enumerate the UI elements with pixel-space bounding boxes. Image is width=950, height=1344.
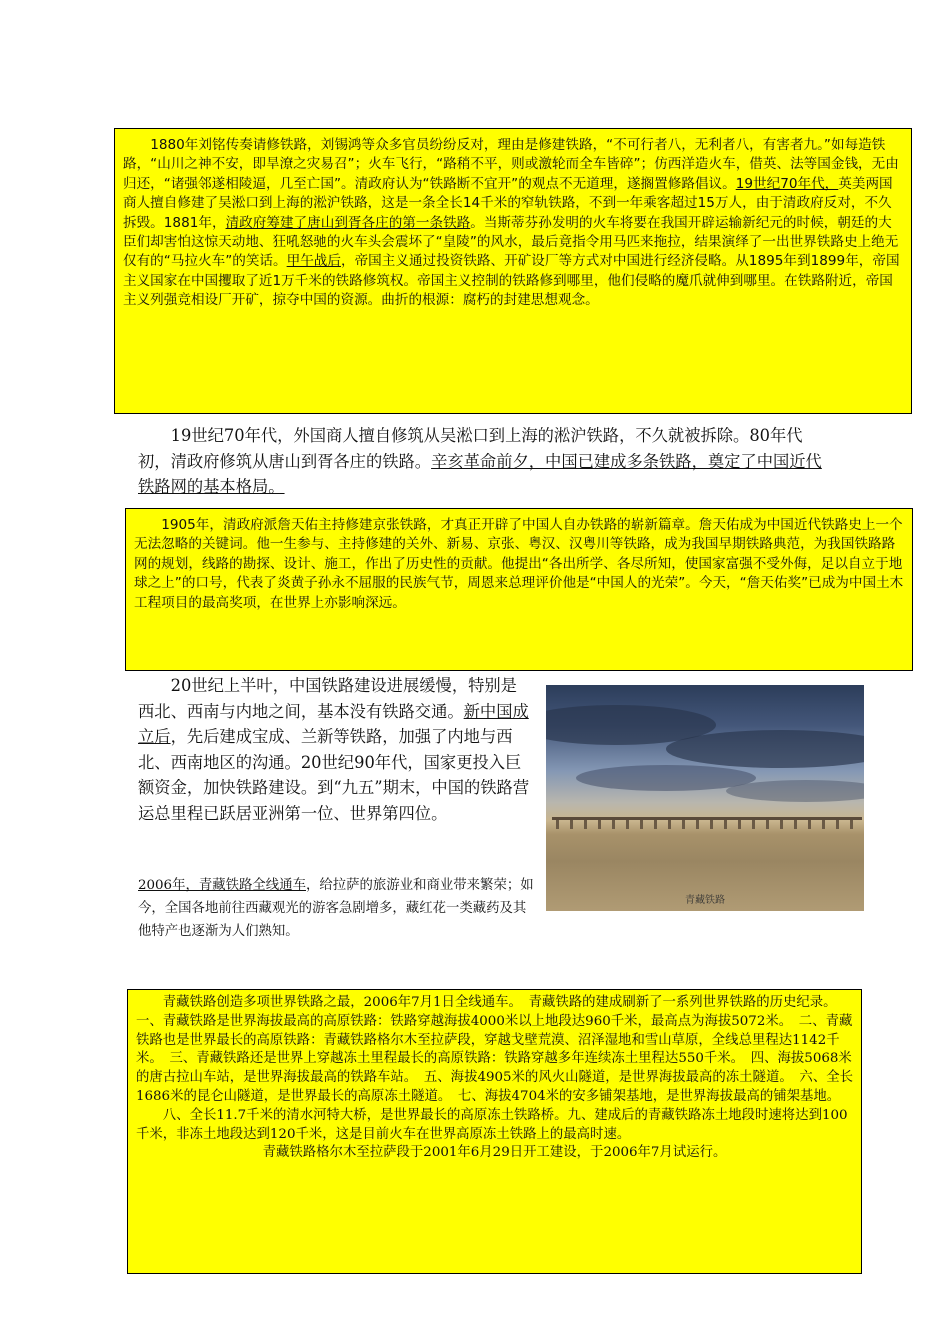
body-paragraph-modern-railways <box>138 423 828 500</box>
text-segment: 。当斯蒂芬孙发明的火车将要在我国开辟运输新纪元的时候，朝廷的大臣们却害怕这惊天动地、狂吼怒驰的火车头会震坏了“皇陵”的风水，最后竟指令用马匹来拖拉，结果演绎了一出世界铁路史上绝无仅有的“马拉火车”的笑话。 <box>123 214 899 270</box>
paragraph <box>138 423 828 500</box>
box-paragraph <box>123 136 903 311</box>
text-box-railway-history <box>114 128 912 414</box>
body-paragraph-20th-century <box>138 673 533 827</box>
box-paragraph: 八、全长11.7千米的清水河特大桥，是世界最长的高原冻土铁路桥。九、建成后的青藏铁路冻土地段时速将达到100千米，非冻土地段达到120千米，这是目前火车在世界高原冻土铁路上的最高时速。 <box>136 1107 848 1142</box>
text-segment: 20世纪上半叶，中国铁路建设进展缓慢，特别是西北、西南与内地之间，基本没有铁路交通。 <box>138 676 517 721</box>
text-segment: 1880年刘铭传奏请修铁路，刘锡鸿等众多官员纷纷反对，理由是修建铁路，“不可行者八，无利者八，有害者九。”如每造铁路，“山川之神不安，即旱潦之灾易召”；火车飞行，“路稍不平，则或激轮而全车皆碎”；仿西洋造火车，借英、法等国金钱，无由归还，“诸强邻遂相陵逼，几至亡国”。清政府认为“铁路断不宜开”的观点不无道理，遂搁置修路倡议。 <box>123 137 899 192</box>
text-box-qinghai-tibet-records <box>127 989 862 1274</box>
underlined-text: 19世纪70年代， <box>735 175 839 192</box>
paragraph <box>138 673 533 827</box>
text-segment: ，帝国主义通过投资铁路、开矿设厂等方式对中国进行经济侵略。从1895年到1899年，帝国主义国家在中国攫取了近1万千米的铁路修筑权。帝国主义控制的铁路修到哪里，他们侵略的魔爪就伸到哪里。在铁路附近，帝国主义列强竞相设厂开矿，掠夺中国的资源。曲折的根源：腐朽的封建思想观念。 <box>123 253 900 309</box>
body-paragraph-qinghai-tibet <box>138 874 538 943</box>
box-paragraph: 青藏铁路创造多项世界铁路之最，2006年7月1日全线通车。 青藏铁路的建成刷新了一系列世界铁路的历史纪录。 一、青藏铁路是世界海拔最高的高原铁路：铁路穿越海拔4000米以上地段达960千米，最高点为海拔5072米。 二、青藏铁路也是世界最长的高原铁路：青藏铁路格尔木至拉萨段，穿越戈壁荒漠、沼泽湿地和雪山草原，全线总里程达1142千米。 三、青藏铁路还是世界上穿越冻土里程最长的高原铁路：铁路穿越多年连续冻土里程达550千米。 四、海拔5068米的唐古拉山车站，是世界海拔最高的铁路车站。 五、海拔4905米的风火山隧道，是世界海拔最高的冻土隧道。 六、全长1686米的昆仑山隧道，是世界最长的高原冻土隧道。 七、海拔4704米的安多铺架基地，是世界海拔最高的铺架基地。 <box>136 995 853 1104</box>
box-paragraph: 1905年，清政府派詹天佑主持修建京张铁路，才真正开辟了中国人自办铁路的崭新篇章。詹天佑成为中国近代铁路史上一个无法忽略的关键词。他一生参与、主持修建的关外、新易、京张、粤汉、汉粤川等铁路，成为我国早期铁路典范，为我国铁路路网的规划，线路的勘探、设计、施工，作出了历史性的贡献。他提出“各出所学、各尽所知，使国家富强不受外侮，足以自立于地球之上”的口号，代表了炎黄子孙永不屈服的民族气节，周恩来总理评价他是“中国人的光荣”。今天，“詹天佑奖”已成为中国土木工程项目的最高奖项，在世界上亦影响深远。 <box>134 517 904 611</box>
text-segment: ，给拉萨的旅游业和商业带来繁荣；如今，全国各地前往西藏观光的游客急剧增多，藏红花一类藏药及其他特产也逐渐为人们熟知。 <box>138 878 534 939</box>
paragraph <box>138 874 538 943</box>
underlined-text: 辛亥革命前夕，中国已建成多条铁路，奠定了中国近代铁路网的基本格局。 <box>138 451 822 497</box>
text-segment: 英美两国商人擅自修建了吴淞口到上海的淞沪铁路，这是一条全长14千米的窄轨铁路，不到一年乘客超过15万人，由于清政府反对，不久拆毁。1881年， <box>123 175 893 231</box>
bridge-graphic <box>552 817 862 829</box>
box-paragraph: 青藏铁路格尔木至拉萨段于2001年6月29日开工建设，于2006年7月试运行。 <box>262 1145 727 1161</box>
underlined-text: 2006年，青藏铁路全线通车 <box>138 878 306 893</box>
underlined-text: 新中国成立后 <box>138 701 529 747</box>
text-box-zhan-tianyou <box>125 508 913 671</box>
text-segment: 19世纪70年代，外国商人擅自修筑从吴淞口到上海的淞沪铁路，不久就被拆除。80年代初，清政府修筑从唐山到胥各庄的铁路。 <box>138 426 803 471</box>
text-segment: ，先后建成宝成、兰新等铁路，加强了内地与西北、西南地区的沟通。20世纪90年代，国家更投入巨额资金，加快铁路建设。到“九五”期末，中国的铁路营运总里程已跃居亚洲第一位、世界第四位。 <box>138 727 530 823</box>
qinghai-tibet-railway-photo <box>546 685 864 911</box>
photo-caption: 青藏铁路 <box>685 895 725 906</box>
underlined-text: 甲午战后 <box>286 253 341 270</box>
underlined-text: 清政府筹建了唐山到胥各庄的第一条铁路 <box>225 214 471 231</box>
